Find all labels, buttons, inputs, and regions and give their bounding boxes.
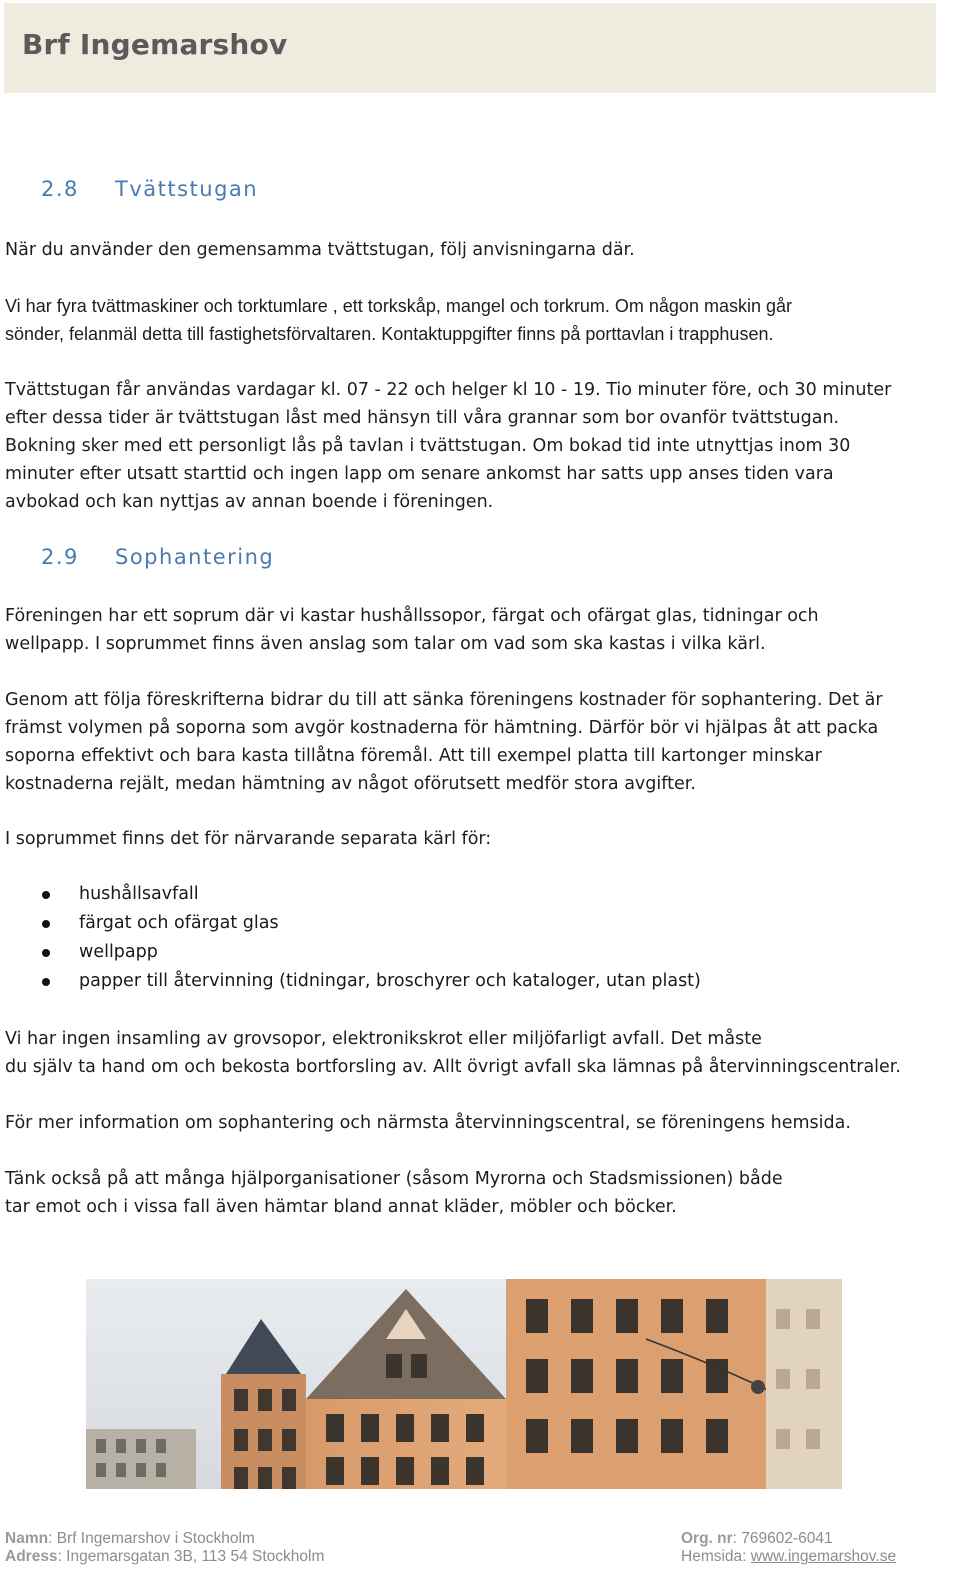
text-line: tar emot och i vissa fall även hämtar bland annat kläder, möbler och böcker.: [5, 1197, 677, 1217]
text-line: Bokning sker med ett personligt lås på tavlan i tvättstugan. Om bokad tid inte utnyttjas inom 30: [5, 436, 851, 456]
section-title: Tvättstugan: [115, 177, 259, 201]
text-line: Tänk också på att många hjälporganisationer (såsom Myrorna och Stadsmissionen) både: [5, 1169, 783, 1189]
list-item-text: papper till återvinning (tidningar, broschyrer och kataloger, utan plast): [79, 971, 701, 991]
footer-org: [681, 1530, 896, 1548]
footer-org-value: : 769602-6041: [732, 1530, 833, 1547]
header-title: Brf Ingemarshov: [22, 28, 288, 61]
paragraph: [5, 686, 950, 798]
paragraph: [5, 825, 950, 853]
text-line: sönder, felanmäl detta till fastighetsförvaltaren. Kontaktuppgifter finns på porttavlan i trapphusen.: [5, 324, 774, 344]
bullet-icon: [42, 891, 50, 899]
section-heading-sophantering: [41, 545, 274, 569]
building-illustration: [86, 1279, 842, 1489]
list-item: [0, 938, 701, 967]
paragraph: [5, 602, 950, 658]
bullet-icon: [42, 920, 50, 928]
section-number: 2.9: [41, 545, 79, 569]
footer-name-value: : Brf Ingemarshov i Stockholm: [48, 1530, 255, 1547]
text-line: I soprummet finns det för närvarande separata kärl för:: [5, 829, 492, 849]
building-photo: [86, 1279, 842, 1489]
text-line: Tvättstugan får användas vardagar kl. 07 - 22 och helger kl 10 - 19. Tio minuter före, och 30 minuter: [5, 380, 892, 400]
text-line: Föreningen har ett soprum där vi kastar hushållssopor, färgat och ofärgat glas, tidningar och: [5, 606, 819, 626]
footer-address-value: : Ingemarsgatan 3B, 113 54 Stockholm: [57, 1548, 325, 1565]
text-line: främst volymen på soporna som avgör kostnaderna för hämtning. Därför bör vi hjälpas åt att packa: [5, 718, 879, 738]
bullet-icon: [42, 978, 50, 986]
paragraph: [5, 1025, 950, 1081]
footer-left: [5, 1530, 324, 1566]
footer-right: [681, 1530, 896, 1566]
list-item: [0, 909, 701, 938]
text-line: minuter efter utsatt starttid och ingen lapp om senare ankomst har satts upp anses tiden vara: [5, 464, 834, 484]
text-line: soporna effektivt och bara kasta tillåtna föremål. Att till exempel platta till kartonger minskar: [5, 746, 822, 766]
section-title: Sophantering: [115, 545, 275, 569]
footer-org-label: Org. nr: [681, 1530, 733, 1547]
paragraph: [5, 376, 950, 516]
website-link[interactable]: www.ingemarshov.se: [750, 1548, 897, 1565]
list-item: [0, 880, 701, 909]
section-heading-tvattstugan: [41, 177, 258, 201]
bin-list: [0, 880, 701, 996]
footer-web-label: Hemsida:: [681, 1548, 751, 1565]
list-item-text: hushållsavfall: [79, 884, 199, 904]
text-line: efter dessa tider är tvättstugan låst med hänsyn till våra grannar som bor ovanför tvättstugan.: [5, 408, 840, 428]
text-line: Vi har fyra tvättmaskiner och torktumlare , ett torkskåp, mangel och torkrum. Om någon maskin går: [5, 296, 792, 316]
bullet-icon: [42, 949, 50, 957]
text-line: kostnaderna rejält, medan hämtning av något oförutsett medför stora avgifter.: [5, 774, 696, 794]
footer-web: [681, 1548, 896, 1566]
list-item: [0, 967, 701, 996]
footer-address: [5, 1548, 324, 1566]
text-line: Vi har ingen insamling av grovsopor, elektronikskrot eller miljöfarligt avfall. Det måste: [5, 1029, 762, 1049]
paragraph: [5, 292, 950, 348]
text-line: För mer information om sophantering och närmsta återvinningscentral, se föreningens hemsida.: [5, 1113, 851, 1133]
text-line: När du använder den gemensamma tvättstugan, följ anvisningarna där.: [5, 240, 635, 260]
paragraph: [5, 1109, 950, 1137]
text-line: Genom att följa föreskrifterna bidrar du till att sänka föreningens kostnader för sophantering. Det är: [5, 690, 883, 710]
footer-name-label: Namn: [5, 1530, 49, 1547]
paragraph: [5, 1165, 950, 1221]
footer-name: [5, 1530, 324, 1548]
footer-address-label: Adress: [5, 1548, 58, 1565]
paragraph: [5, 236, 950, 264]
text-line: wellpapp. I soprummet finns även anslag som talar om vad som ska kastas i vilka kärl.: [5, 634, 766, 654]
text-line: du själv ta hand om och bekosta bortforsling av. Allt övrigt avfall ska lämnas på återvinningscentraler.: [5, 1057, 901, 1077]
section-number: 2.8: [41, 177, 79, 201]
text-line: avbokad och kan nyttjas av annan boende i föreningen.: [5, 492, 494, 512]
list-item-text: färgat och ofärgat glas: [79, 913, 279, 933]
header-band: [4, 3, 936, 93]
list-item-text: wellpapp: [79, 942, 158, 962]
